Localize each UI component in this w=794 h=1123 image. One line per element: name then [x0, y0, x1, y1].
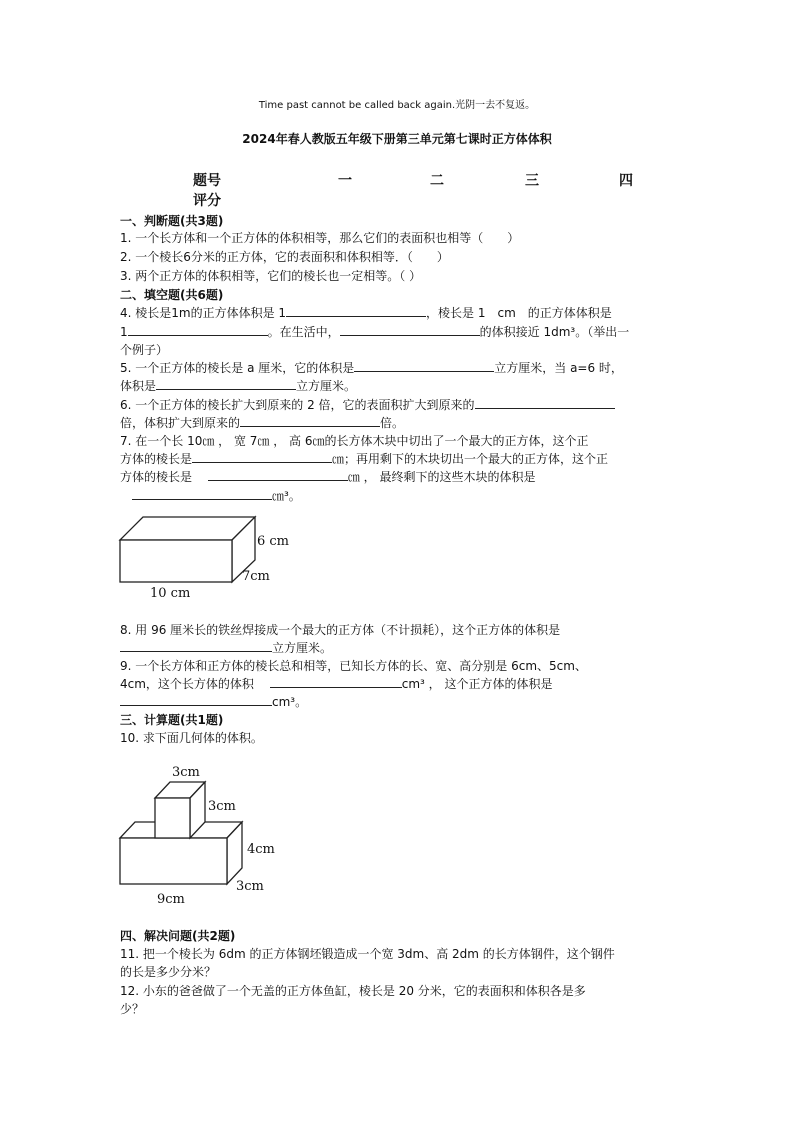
- question-7-text-b: 方体的棱长是: [120, 452, 193, 466]
- question-2: 2. 一个棱长6分米的正方体，它的表面积和体积相等．（ ）: [120, 250, 449, 264]
- cube-front-face: [155, 798, 190, 838]
- cuboid-width-label: 7cm: [242, 569, 270, 584]
- question-7-text-d: 方体的棱长是: [120, 470, 193, 484]
- question-4-text-c: 1: [120, 325, 128, 339]
- question-12-line-1: 12. 小东的爸爸做了一个无盖的正方体鱼缸，棱长是 20 分米，它的表面积和体积各是多: [120, 984, 586, 998]
- score-table-col-4: 四: [619, 173, 633, 189]
- answer-blank[interactable]: [120, 693, 272, 706]
- answer-blank[interactable]: [208, 468, 348, 481]
- question-7-line-4: [132, 487, 301, 506]
- score-table-number-label: 题号: [193, 173, 221, 189]
- question-4-line-2: [120, 323, 629, 342]
- answer-blank[interactable]: [192, 450, 332, 463]
- cuboid-figure: [110, 512, 310, 604]
- question-9-text-d: cm³。: [272, 695, 308, 709]
- question-4-text-e: 的体积接近 1dm³。（举出一: [479, 325, 630, 339]
- question-5-line-2: [120, 377, 356, 396]
- answer-blank[interactable]: [120, 639, 272, 652]
- answer-blank[interactable]: [475, 396, 615, 409]
- question-5-text-a: 5. 一个正方体的棱长是 a 厘米，它的体积是: [120, 361, 355, 375]
- score-table-col-1: 一: [338, 173, 352, 189]
- question-4-text-a: 4. 棱长是1m的正方体体积是 1: [120, 306, 287, 320]
- question-1: 1. 一个长方体和一个正方体的体积相等，那么它们的表面积也相等（ ）: [120, 231, 520, 245]
- score-table-col-2: 二: [430, 173, 444, 189]
- question-9-text-b: 4cm，这个长方体的体积: [120, 677, 254, 691]
- question-7-line-2: [120, 450, 608, 469]
- question-12-line-2: 少？: [120, 1002, 145, 1016]
- question-9-line-2: [120, 675, 553, 694]
- question-4-line-3: 个例子）: [120, 343, 169, 357]
- cuboid-length-label: 10 cm: [150, 586, 191, 601]
- answer-blank[interactable]: [128, 323, 268, 336]
- question-5-line-1: [120, 359, 623, 378]
- question-6-text-a: 6. 一个正方体的棱长扩大到原来的 2 倍，它的表面积扩大到原来的: [120, 398, 475, 412]
- score-table-score-label: 评分: [193, 193, 221, 209]
- cuboid-front-face: [120, 540, 232, 582]
- base-length-label: 9cm: [157, 892, 185, 907]
- question-7-line-1: 7. 在一个长 10㎝ ， 宽 7㎝ ， 高 6㎝的长方体木块中切出了一个最大的正方体，这个正: [120, 434, 589, 448]
- section-fill-heading: 二、填空题(共6题): [120, 288, 224, 302]
- base-front-face: [120, 838, 227, 884]
- answer-blank[interactable]: [286, 304, 426, 317]
- score-table-col-3: 三: [525, 173, 539, 189]
- answer-blank[interactable]: [354, 359, 494, 372]
- section-problems-heading: 四、解决问题(共2题): [120, 929, 236, 943]
- question-9-line-1: 9. 一个长方体和正方体的棱长总和相等，已知长方体的长、宽、高分别是 6cm、5cm、: [120, 659, 587, 673]
- question-4-text-b: ，棱长是 1 cm 的正方体体积是: [426, 306, 612, 320]
- question-10: 10. 求下面几何体的体积。: [120, 731, 263, 745]
- answer-blank[interactable]: [156, 377, 296, 390]
- answer-blank[interactable]: [132, 487, 272, 500]
- question-7-text-c: ㎝；再用剩下的木块切出一个最大的正方体，这个正: [332, 452, 609, 466]
- cube-edge-label: 3cm: [172, 765, 200, 780]
- question-7-line-3: [120, 468, 535, 487]
- question-3: 3. 两个正方体的体积相等，它们的棱长也一定相等。（ ）: [120, 269, 422, 283]
- question-11-line-1: 11. 把一个棱长为 6dm 的正方体钢坯锻造成一个宽 3dm、高 2dm 的长方体钢件，这个钢件: [120, 947, 615, 961]
- header-motto: Time past cannot be called back again.光阴一去不复返。: [258, 100, 536, 111]
- answer-blank[interactable]: [270, 675, 402, 688]
- question-9-text-c: cm³ ， 这个正方体的体积是: [401, 677, 553, 691]
- question-5-text-c: 体积是: [120, 379, 157, 393]
- question-5-text-b: 立方厘米，当 a=6 时，: [494, 361, 623, 375]
- section-judgement-heading: 一、判断题(共3题): [120, 214, 224, 228]
- question-6-text-b: 倍，体积扩大到原来的: [120, 416, 241, 430]
- cuboid-height-label: 6 cm: [257, 534, 290, 549]
- cube-height-label: 3cm: [208, 799, 236, 814]
- page-title: 2024年春人教版五年级下册第三单元第七课时正方体体积: [242, 132, 552, 146]
- question-4-text-d: 。在生活中，: [267, 325, 340, 339]
- question-4-line-1: [120, 304, 612, 323]
- section-calculation-heading: 三、计算题(共1题): [120, 713, 224, 727]
- base-height-label: 4cm: [247, 842, 275, 857]
- question-8-line-2: [120, 639, 332, 658]
- question-7-text-f: ㎝³。: [272, 489, 301, 503]
- question-7-text-e: ㎝ ， 最终剩下的这些木块的体积是: [347, 470, 536, 484]
- question-11-line-2: 的长是多少分米？: [120, 965, 217, 979]
- answer-blank[interactable]: [340, 323, 480, 336]
- question-8-line-1: 8. 用 96 厘米长的铁丝焊接成一个最大的正方体（不计损耗），这个正方体的体积是: [120, 623, 561, 637]
- answer-blank[interactable]: [240, 414, 380, 427]
- composite-solid-figure: [110, 760, 290, 910]
- question-6-line-1: [120, 396, 615, 415]
- question-6-text-c: 倍。: [380, 416, 405, 430]
- question-8-text-b: 立方厘米。: [272, 641, 333, 655]
- question-6-line-2: [120, 414, 404, 433]
- question-9-line-3: [120, 693, 307, 712]
- question-5-text-d: 立方厘米。: [296, 379, 357, 393]
- base-width-label: 3cm: [236, 879, 264, 894]
